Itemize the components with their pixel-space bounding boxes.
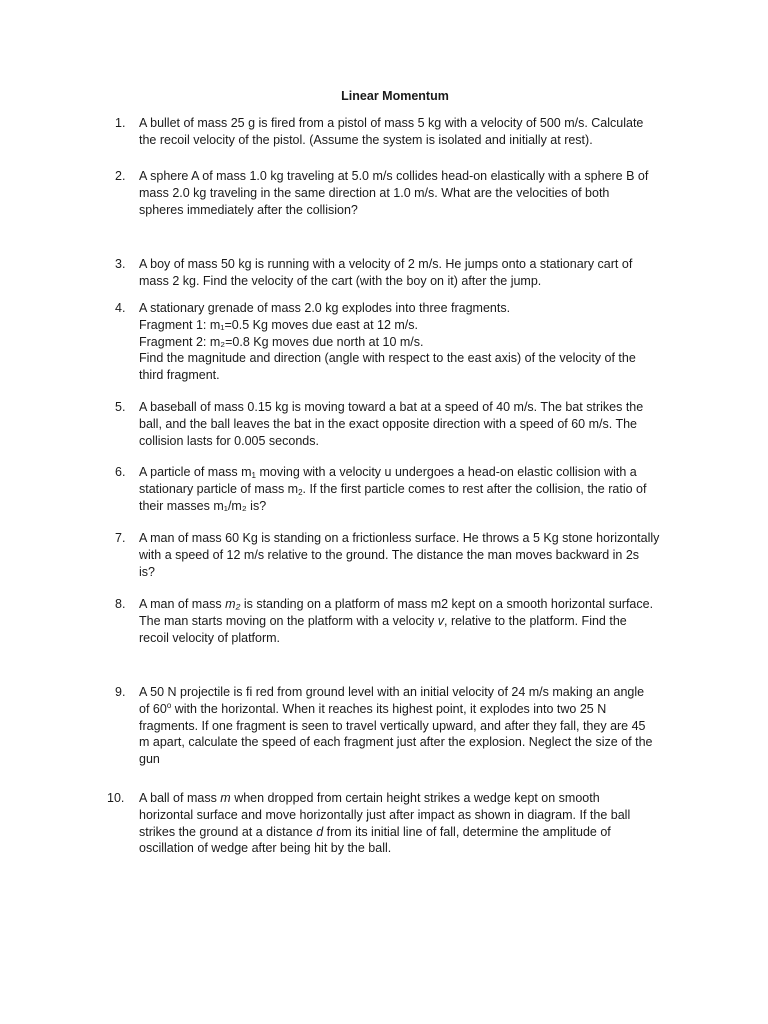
question-text-line [139, 824, 680, 841]
question-text-line: third fragment. [139, 368, 220, 383]
text-segment: The man starts moving on the platform with a velocity [139, 613, 438, 628]
question-number: 8. [115, 597, 126, 611]
question-text-line: A stationary grenade of mass 2.0 kg explodes into three fragments. [139, 301, 511, 315]
question-7 [115, 530, 680, 580]
subscript: 1 [251, 471, 256, 480]
question-text-line [139, 481, 680, 498]
question-text-line: A 50 N projectile is fi red from ground level with an initial velocity of 24 m/s making an angle [139, 685, 645, 699]
question-number: 5. [115, 400, 126, 414]
question-text-line: is? [139, 564, 155, 579]
text-segment: when dropped from certain height strikes a wedge kept on smooth [230, 791, 600, 805]
question-text-line: A bullet of mass 25 g is fired from a pistol of mass 5 kg with a velocity of 500 m/s. Calculate [139, 116, 644, 130]
text-segment: , relative to the platform. Find the [444, 613, 627, 628]
question-text-line [139, 613, 680, 630]
question-text-line [139, 790, 680, 807]
text-segment: A ball of mass [139, 791, 221, 805]
question-number: 6. [115, 465, 126, 479]
question-number: 7. [115, 531, 126, 545]
question-text-line: gun [139, 752, 160, 767]
question-text-line [139, 464, 680, 481]
question-text-line: ball, and the ball leaves the bat in the exact opposite direction with a speed of 60 m/s. The [139, 416, 637, 431]
question-text-line: with a speed of 12 m/s relative to the ground. The distance the man moves backward in 2s [139, 547, 640, 562]
question-text-line: the recoil velocity of the pistol. (Assume the system is isolated and initially at rest). [139, 132, 593, 147]
question-text-line: A man of mass 60 Kg is standing on a frictionless surface. He throws a 5 Kg stone horizontally [139, 531, 660, 545]
question-number: 1. [115, 116, 126, 130]
question-text-line: fragments. If one fragment is seen to travel vertically upward, and after they fall, they are 45 [139, 718, 646, 733]
text-segment: of 60 [139, 701, 167, 716]
text-segment: A particle of mass m [139, 465, 252, 479]
question-9 [115, 684, 680, 768]
question-1 [115, 115, 680, 149]
question-number: 4. [115, 301, 126, 315]
superscript: o [166, 700, 172, 710]
question-text-line: Fragment 2: m₂=0.8 Kg moves due north at 10 m/s. [139, 334, 424, 349]
question-3 [115, 256, 680, 290]
question-number: 2. [115, 169, 126, 183]
math-variable: d [316, 824, 324, 839]
question-number: 3. [115, 257, 126, 271]
question-5 [115, 399, 680, 449]
question-10 [107, 790, 680, 857]
text-segment: . If the first particle comes to rest after the collision, the ratio of [302, 481, 647, 496]
question-text-line: A sphere A of mass 1.0 kg traveling at 5.0 m/s collides head-on elastically with a sphere B of [139, 169, 649, 183]
text-segment: from its initial line of fall, determine the amplitude of [323, 824, 611, 839]
question-4 [115, 300, 680, 384]
question-text-line [139, 701, 680, 718]
text-segment: strikes the ground at a distance [139, 824, 317, 839]
question-text-line: recoil velocity of platform. [139, 630, 281, 645]
math-variable: m [220, 791, 231, 805]
question-text-line: A baseball of mass 0.15 kg is moving toward a bat at a speed of 40 m/s. The bat strikes the [139, 400, 644, 414]
question-number: 10. [107, 791, 125, 805]
question-2 [115, 168, 680, 218]
question-text-line: their masses m₁/m₂ is? [139, 498, 267, 513]
text-segment: with the horizontal. When it reaches its highest point, it explodes into two 25 N [171, 701, 607, 716]
question-text-line: Find the magnitude and direction (angle with respect to the east axis) of the velocity of the [139, 351, 636, 366]
question-8 [115, 596, 680, 646]
question-text-line: horizontal surface and move horizontally just after impact as shown in diagram. If the ball [139, 807, 631, 822]
question-text-line: collision lasts for 0.005 seconds. [139, 433, 319, 448]
question-text-line: mass 2 kg. Find the velocity of the cart (with the boy on it) after the jump. [139, 273, 542, 288]
math-variable: m₂ [225, 597, 241, 611]
question-text-line: mass 2.0 kg traveling in the same direction at 1.0 m/s. What are the velocities of both [139, 185, 610, 200]
text-segment: is standing on a platform of mass m2 kept on a smooth horizontal surface. [240, 597, 654, 611]
question-text-line: spheres immediately after the collision? [139, 202, 358, 217]
text-segment: stationary particle of mass m [139, 481, 299, 496]
text-segment: A man of mass [139, 597, 226, 611]
question-text-line: oscillation of wedge after being hit by the ball. [139, 841, 392, 856]
text-segment: moving with a velocity u undergoes a head-on elastic collision with a [256, 465, 637, 479]
document-title: Linear Momentum [341, 89, 449, 103]
question-text-line: A boy of mass 50 kg is running with a velocity of 2 m/s. He jumps onto a stationary cart of [139, 257, 633, 271]
question-text-line: m apart, calculate the speed of each fragment just after the explosion. Neglect the size of the [139, 735, 653, 750]
question-text-line: Fragment 1: m₁=0.5 Kg moves due east at 12 m/s. [139, 317, 419, 332]
question-number: 9. [115, 685, 126, 699]
question-text-line [139, 596, 680, 613]
question-6 [115, 464, 680, 514]
subscript: 2 [298, 487, 303, 497]
math-variable: v [437, 613, 444, 628]
